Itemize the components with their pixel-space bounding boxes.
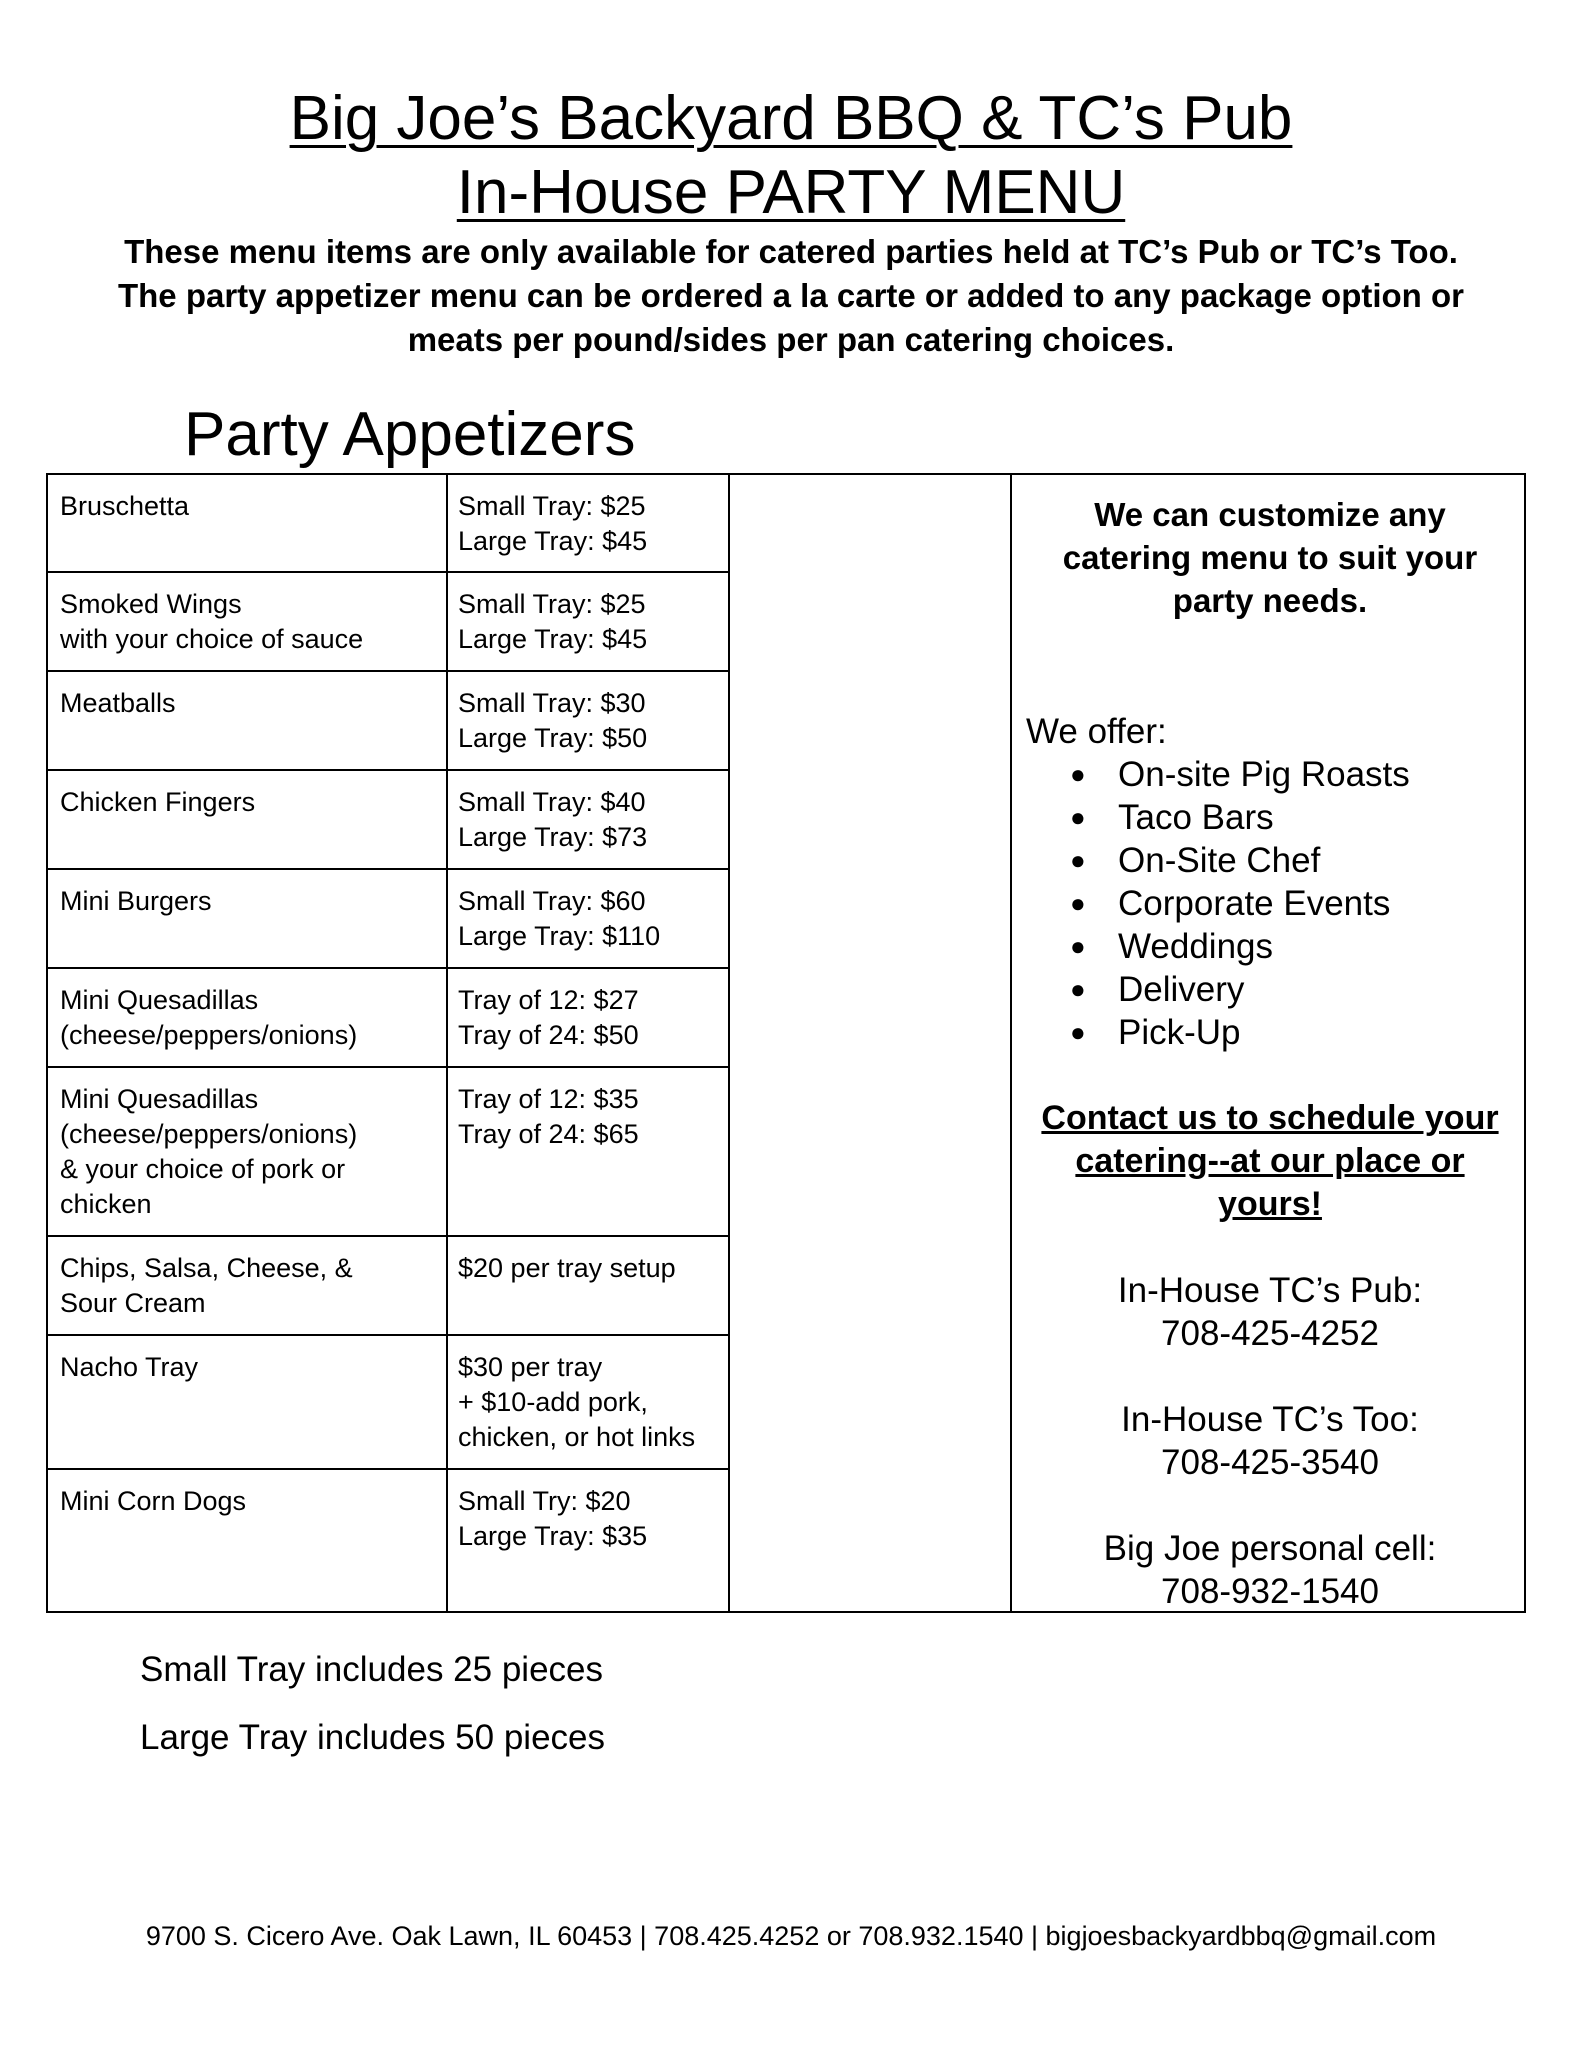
item-name-line: Mini Quesadillas <box>60 985 259 1015</box>
footer-contact: 9700 S. Cicero Ave. Oak Lawn, IL 60453 | 708.425.4252 or 708.932.1540 | bigjoesbackyardbbq@gmail.com <box>145 1921 1437 1951</box>
item-name-line: (cheese/peppers/onions) <box>60 1119 358 1149</box>
item-price <box>446 771 730 868</box>
item-name <box>48 1068 446 1235</box>
item-price-line: Tray of 12: $27 <box>458 985 639 1015</box>
item-price <box>446 1237 730 1334</box>
item-price-line: Large Tray: $110 <box>458 921 661 951</box>
item-price-line: Small Tray: $25 <box>458 491 646 521</box>
item-name-line: Mini Quesadillas <box>60 1084 259 1114</box>
table-row <box>48 1336 730 1470</box>
item-name-line: Sour Cream <box>60 1288 206 1318</box>
item-price <box>446 1470 730 1608</box>
list-item <box>1070 882 1526 925</box>
item-price-line: Small Try: $20 <box>458 1486 631 1516</box>
large-tray-note: Large Tray includes 50 pieces <box>140 1718 605 1757</box>
small-tray-note: Small Tray includes 25 pieces <box>140 1650 603 1689</box>
item-price-line: Large Tray: $73 <box>458 822 648 852</box>
table-row <box>48 672 730 771</box>
item-price-line: Large Tray: $35 <box>458 1521 648 1551</box>
intro-line: meats per pound/sides per pan catering choices. <box>407 321 1175 358</box>
item-name <box>48 573 446 670</box>
item-price-line: Large Tray: $45 <box>458 624 648 654</box>
list-item <box>1070 925 1526 968</box>
contact-heading-line: Contact us to schedule your <box>1041 1099 1499 1137</box>
customize-line: catering menu to suit your <box>1062 539 1478 576</box>
contact-label: In-House TC’s Pub: <box>1117 1271 1423 1310</box>
item-name-line: Mini Corn Dogs <box>60 1486 247 1516</box>
item-price-line: Tray of 24: $50 <box>458 1020 639 1050</box>
item-name-line: Mini Burgers <box>60 886 212 916</box>
offer-text: Pick-Up <box>1118 1013 1241 1052</box>
offer-text: Weddings <box>1118 927 1274 966</box>
table-row <box>48 969 730 1068</box>
customize-heading <box>1014 493 1526 622</box>
item-name-line: (cheese/peppers/onions) <box>60 1020 358 1050</box>
item-price-line: Tray of 24: $65 <box>458 1119 639 1149</box>
customize-line: We can customize any <box>1094 496 1446 533</box>
item-name-line: Nacho Tray <box>60 1352 199 1382</box>
bullet-icon: ● <box>1070 888 1086 918</box>
list-item <box>1070 839 1526 882</box>
contact-too <box>1014 1398 1526 1484</box>
item-price-line: + $10-add pork, <box>458 1387 648 1417</box>
contact-phone: 708-932-1540 <box>1161 1572 1379 1611</box>
item-price-line: Small Tray: $30 <box>458 688 646 718</box>
intro-line: These menu items are only available for catered parties held at TC’s Pub or TC’s Too. <box>124 233 1458 270</box>
contact-heading-line: yours! <box>1218 1185 1322 1223</box>
offer-text: Taco Bars <box>1118 798 1274 837</box>
item-name-line: chicken <box>60 1189 152 1219</box>
appetizer-table <box>46 473 1526 1613</box>
item-price-line: $30 per tray <box>458 1352 603 1382</box>
item-price <box>446 672 730 769</box>
contact-heading-line: catering--at our place or <box>1075 1142 1465 1180</box>
item-price <box>446 1068 730 1235</box>
item-name-line: & your choice of pork or <box>60 1154 346 1184</box>
contact-cell <box>1014 1527 1526 1613</box>
offer-text: On-Site Chef <box>1118 841 1321 880</box>
item-name-line: Meatballs <box>60 688 176 718</box>
catering-info-panel <box>1014 475 1526 1611</box>
offer-text: Corporate Events <box>1118 884 1391 923</box>
item-name-line: Bruschetta <box>60 491 190 521</box>
item-price <box>446 870 730 967</box>
item-name-line: with your choice of sauce <box>60 624 364 654</box>
contact-pub <box>1014 1269 1526 1355</box>
item-price-line: Small Tray: $40 <box>458 787 646 817</box>
list-item <box>1070 968 1526 1011</box>
item-name <box>48 969 446 1066</box>
intro-text <box>40 230 1542 362</box>
item-price-line: Large Tray: $45 <box>458 526 648 556</box>
item-price-line: Small Tray: $25 <box>458 589 646 619</box>
menu-subtitle: In-House PARTY MENU <box>456 158 1126 227</box>
table-row <box>48 771 730 870</box>
contact-phone: 708-425-3540 <box>1161 1443 1379 1482</box>
bullet-icon: ● <box>1070 974 1086 1004</box>
item-price-line: Small Tray: $60 <box>458 886 646 916</box>
offer-label: We offer: <box>1026 712 1167 751</box>
column-divider <box>1010 475 1012 1611</box>
appetizer-rows <box>48 475 730 1608</box>
list-item <box>1070 1011 1526 1054</box>
contact-label: In-House TC’s Too: <box>1121 1400 1419 1439</box>
table-row <box>48 1470 730 1608</box>
item-name-line: Smoked Wings <box>60 589 242 619</box>
item-name <box>48 1470 446 1608</box>
table-row <box>48 475 730 573</box>
item-price <box>446 1336 730 1468</box>
item-name-line: Chicken Fingers <box>60 787 256 817</box>
contact-phone: 708-425-4252 <box>1161 1314 1379 1353</box>
item-price <box>446 573 730 670</box>
item-price-line: $20 per tray setup <box>458 1253 676 1283</box>
item-price-line: chicken, or hot links <box>458 1422 696 1452</box>
table-row <box>48 1237 730 1336</box>
offer-list <box>1014 753 1526 1054</box>
contact-heading <box>1014 1097 1526 1226</box>
menu-title: Big Joe’s Backyard BBQ & TC’s Pub <box>289 84 1293 153</box>
offer-text: Delivery <box>1118 970 1245 1009</box>
item-price-line: Large Tray: $50 <box>458 723 648 753</box>
offer-text: On-site Pig Roasts <box>1118 755 1410 794</box>
item-name-line: Chips, Salsa, Cheese, & <box>60 1253 353 1283</box>
table-row <box>48 573 730 672</box>
bullet-icon: ● <box>1070 1017 1086 1047</box>
bullet-icon: ● <box>1070 931 1086 961</box>
item-price <box>446 475 730 571</box>
item-name <box>48 1336 446 1468</box>
intro-line: The party appetizer menu can be ordered a la carte or added to any package option or <box>117 277 1464 314</box>
contact-label: Big Joe personal cell: <box>1103 1529 1437 1568</box>
bullet-icon: ● <box>1070 802 1086 832</box>
bullet-icon: ● <box>1070 759 1086 789</box>
item-name <box>48 1237 446 1334</box>
table-row <box>48 1068 730 1237</box>
item-name <box>48 475 446 571</box>
table-row <box>48 870 730 969</box>
item-price <box>446 969 730 1066</box>
item-name <box>48 870 446 967</box>
item-price-line: Tray of 12: $35 <box>458 1084 639 1114</box>
item-name <box>48 771 446 868</box>
list-item <box>1070 796 1526 839</box>
item-name <box>48 672 446 769</box>
list-item <box>1070 753 1526 796</box>
bullet-icon: ● <box>1070 845 1086 875</box>
section-heading: Party Appetizers <box>184 400 636 469</box>
customize-line: party needs. <box>1172 582 1368 619</box>
